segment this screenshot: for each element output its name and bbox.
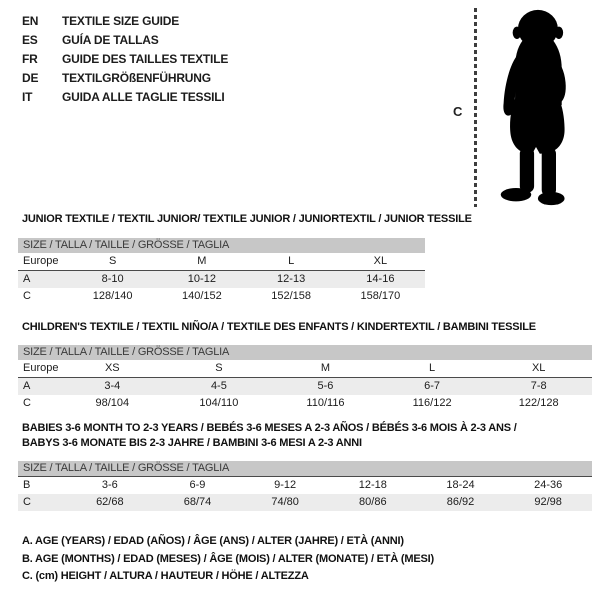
measure-label-c: C bbox=[453, 104, 463, 119]
value-cell: 7-8 bbox=[530, 380, 547, 392]
size-cell: S bbox=[108, 255, 117, 267]
row-label: A bbox=[23, 380, 31, 392]
language-label: GUIDE DES TAILLES TEXTILE bbox=[62, 52, 229, 66]
table-caption-junior: JUNIOR TEXTILE / TEXTIL JUNIOR/ TEXTILE JUNIOR / JUNIORTEXTIL / JUNIOR TESSILE bbox=[22, 213, 472, 225]
caption-line: BABIES 3-6 MONTH TO 2-3 YEARS / BEBÉS 3-6 MESES A 2-3 AÑOS / BÉBÉS 3-6 MOIS À 2-3 ANS / bbox=[22, 422, 517, 434]
size-cell: XL bbox=[531, 362, 546, 374]
language-label: GUÍA DE TALLAS bbox=[62, 33, 159, 47]
value-cell: 14-16 bbox=[366, 273, 395, 285]
toddler-silhouette-icon bbox=[486, 8, 586, 208]
value-cell: 86/92 bbox=[446, 496, 475, 508]
language-code: IT bbox=[22, 90, 33, 104]
legend-item-b: B. AGE (MONTHS) / EDAD (MESES) / ÂGE (MOIS) / ALTER (MONATE) / ETÀ (MESI) bbox=[22, 552, 434, 565]
size-header-bar: SIZE / TALLA / TAILLE / GRÖSSE / TAGLIA bbox=[18, 461, 592, 477]
size-cell: L bbox=[429, 362, 436, 374]
size-cell: M bbox=[320, 362, 331, 374]
size-cell: L bbox=[288, 255, 295, 267]
value-cell: 3-6 bbox=[101, 479, 118, 491]
size-header-bar: SIZE / TALLA / TAILLE / GRÖSSE / TAGLIA bbox=[18, 238, 425, 253]
language-label: TEXTILE SIZE GUIDE bbox=[62, 14, 180, 28]
size-cell: S bbox=[215, 362, 223, 374]
language-row-es bbox=[22, 31, 228, 50]
table-row-b bbox=[18, 477, 592, 494]
value-cell: 152/158 bbox=[271, 290, 311, 302]
value-cell: 8-10 bbox=[101, 273, 124, 285]
size-cell: XS bbox=[104, 362, 120, 374]
language-row-fr bbox=[22, 50, 228, 69]
value-cell: 104/110 bbox=[199, 397, 239, 409]
row-label: Europe bbox=[23, 255, 59, 267]
value-cell: 116/122 bbox=[412, 397, 452, 409]
language-label: GUIDA ALLE TAGLIE TESSILI bbox=[62, 90, 225, 104]
size-cell: M bbox=[197, 255, 207, 267]
table-row-c bbox=[18, 494, 592, 511]
value-cell: 110/116 bbox=[306, 397, 345, 409]
size-cell: XL bbox=[373, 255, 388, 267]
language-row-de bbox=[22, 69, 228, 88]
caption-line: BABYS 3-6 MONATE BIS 2-3 JAHRE / BAMBINI 3-6 MESI A 2-3 ANNI bbox=[22, 437, 362, 449]
table-row-a bbox=[18, 271, 425, 288]
value-cell: 9-12 bbox=[274, 479, 297, 491]
size-header-bar: SIZE / TALLA / TAILLE / GRÖSSE / TAGLIA bbox=[18, 345, 592, 360]
language-code: DE bbox=[22, 71, 39, 85]
row-label: C bbox=[23, 290, 31, 302]
value-cell: 122/128 bbox=[518, 397, 559, 409]
value-cell: 6-7 bbox=[424, 380, 441, 392]
table-row-a bbox=[18, 378, 592, 395]
value-cell: 6-9 bbox=[189, 479, 206, 491]
babies-size-table bbox=[18, 461, 592, 511]
legend-item-c: C. (cm) HEIGHT / ALTURA / HAUTEUR / HÖHE / ALTEZZA bbox=[22, 570, 309, 582]
children-size-table bbox=[18, 345, 592, 412]
table-caption-babies bbox=[22, 421, 517, 451]
row-label: B bbox=[23, 479, 31, 491]
legend-item-a: A. AGE (YEARS) / EDAD (AÑOS) / ÂGE (ANS) / ALTER (JAHRE) / ETÀ (ANNI) bbox=[22, 535, 404, 547]
language-row-en bbox=[22, 12, 228, 31]
value-cell: 3-4 bbox=[104, 380, 121, 392]
value-cell: 12-18 bbox=[358, 479, 387, 491]
table-row-c bbox=[18, 395, 592, 412]
value-cell: 80/86 bbox=[359, 496, 387, 508]
row-label: A bbox=[23, 273, 31, 285]
value-cell: 24-36 bbox=[534, 479, 563, 491]
row-label: Europe bbox=[23, 362, 59, 374]
junior-size-table bbox=[18, 238, 425, 305]
value-cell: 140/152 bbox=[181, 290, 222, 302]
table-row-c bbox=[18, 288, 425, 305]
language-row-it bbox=[22, 88, 228, 107]
language-list bbox=[22, 12, 228, 107]
language-code: EN bbox=[22, 14, 39, 28]
value-cell: 62/68 bbox=[96, 496, 124, 508]
value-cell: 128/140 bbox=[92, 290, 133, 302]
value-cell: 158/170 bbox=[360, 290, 401, 302]
value-cell: 10-12 bbox=[187, 273, 216, 285]
value-cell: 18-24 bbox=[446, 479, 475, 491]
value-cell: 68/74 bbox=[183, 496, 212, 508]
value-cell: 74/80 bbox=[271, 496, 299, 508]
row-label: C bbox=[23, 496, 31, 508]
value-cell: 5-6 bbox=[317, 380, 334, 392]
table-caption-children: CHILDREN'S TEXTILE / TEXTIL NIÑO/A / TEXTILE DES ENFANTS / KINDERTEXTIL / BAMBINI TESSILE bbox=[22, 321, 536, 333]
table-row-europe bbox=[18, 360, 592, 378]
value-cell: 98/104 bbox=[95, 397, 130, 409]
value-cell: 12-13 bbox=[277, 273, 306, 285]
value-cell: 92/98 bbox=[534, 496, 562, 508]
value-cell: 4-5 bbox=[210, 380, 227, 392]
measure-legend bbox=[22, 533, 434, 586]
table-row-europe bbox=[18, 253, 425, 271]
row-label: C bbox=[23, 397, 31, 409]
language-label: TEXTILGRÖßENFÜHRUNG bbox=[62, 71, 211, 85]
height-dashed-line bbox=[474, 8, 477, 207]
language-code: FR bbox=[22, 52, 38, 66]
language-code: ES bbox=[22, 33, 38, 47]
height-measure-figure bbox=[440, 6, 600, 211]
